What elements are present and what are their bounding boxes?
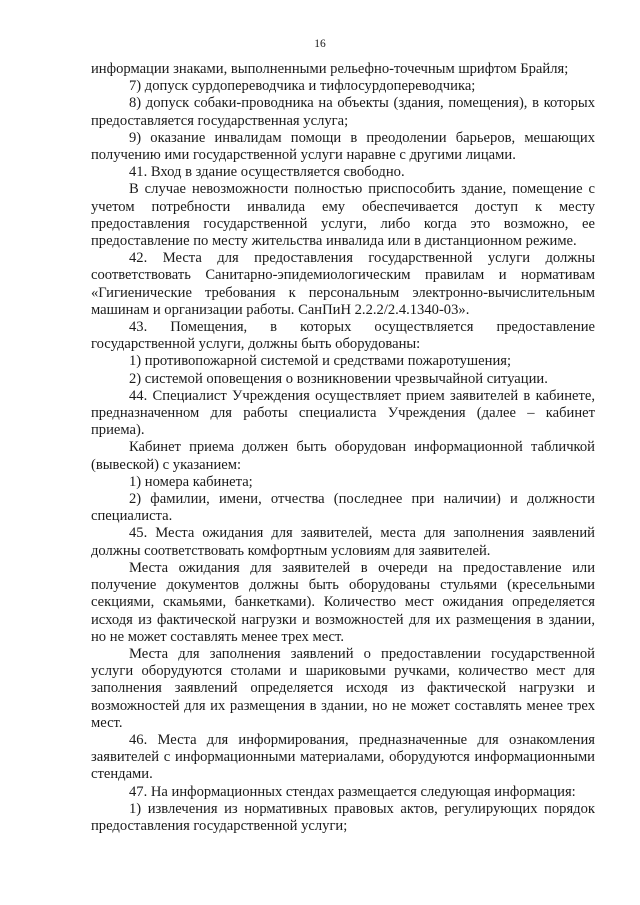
paragraph: 7) допуск сурдопереводчика и тифлосурдопереводчика;: [129, 78, 476, 95]
paragraph: 2) фамилии, имени, отчества (последнее при наличии) и должности специалиста.: [91, 491, 595, 525]
paragraph: 42. Места для предоставления государственной услуги должны соответствовать Санитарно-эпидемиологическим правилам и нормативам «Гигиенические требования к персональным электронно-вычислительным машинам и организации работы. СанПиН 2.2.2/2.4.1340-03».: [91, 250, 595, 318]
paragraph: 45. Места ожидания для заявителей, места для заполнения заявлений должны соответствовать комфортным условиям для заявителей.: [91, 525, 595, 559]
paragraph: 9) оказание инвалидам помощи в преодолении барьеров, мешающих получению ими государственной услуги наравне с другими лицами.: [91, 129, 595, 164]
paragraph: 2) системой оповещения о возникновении чрезвычайной ситуации.: [129, 370, 548, 387]
paragraph: Места ожидания для заявителей в очереди на предоставление или получение документов должны быть оборудованы стульями (кресельными секциями, скамьями, банкетками). Количество мест ожидания определяется исходя из фактической нагрузки и возможностей для их размещения в здании, но не может составлять менее трех мест.: [91, 559, 595, 645]
paragraph: информации знаками, выполненными рельефно-точечным шрифтом Брайля;: [91, 61, 569, 77]
paragraph: 43. Помещения, в которых осуществляется предоставление государственной услуги, должны быть оборудованы:: [91, 319, 595, 353]
paragraph: 8) допуск собаки-проводника на объекты (здания, помещения), в которых предоставляется государственная услуга;: [91, 95, 595, 129]
paragraph: Места для заполнения заявлений о предоставлении государственной услуги оборудуются столами и шариковыми ручками, количество мест для заполнения заявлений определяется исходя из фактической нагрузки и возможностей для их размещения в здании, но не может составлять менее трех мест.: [91, 645, 595, 731]
paragraph: 44. Специалист Учреждения осуществляет прием заявителей в кабинете, предназначенном для работы специалиста Учреждения (далее – кабинет приема).: [91, 387, 595, 439]
paragraph: 1) противопожарной системой и средствами пожаротушения;: [129, 353, 512, 370]
paragraph: 41. Вход в здание осуществляется свободно.: [129, 164, 405, 181]
document-body: [91, 61, 595, 835]
page-number: 16: [314, 38, 326, 50]
paragraph: 46. Места для информирования, предназначенные для ознакомления заявителей с информационными материалами, оборудуются информационными стендами.: [91, 731, 595, 783]
paragraph: Кабинет приема должен быть оборудован информационной табличкой (вывеской) с указанием:: [91, 439, 595, 473]
paragraph: 1) номера кабинета;: [129, 473, 253, 490]
paragraph: 1) извлечения из нормативных правовых актов, регулирующих порядок предоставления государственной услуги;: [91, 800, 595, 834]
paragraph: В случае невозможности полностью приспособить здание, помещение с учетом потребности инвалида ему обеспечивается доступ к месту предоставления государственной услуги, либо когда это возможно, ее предоставление по месту жительства инвалида или в дистанционном режиме.: [91, 181, 595, 250]
paragraph: 47. На информационных стендах размещается следующая информация:: [129, 783, 576, 800]
